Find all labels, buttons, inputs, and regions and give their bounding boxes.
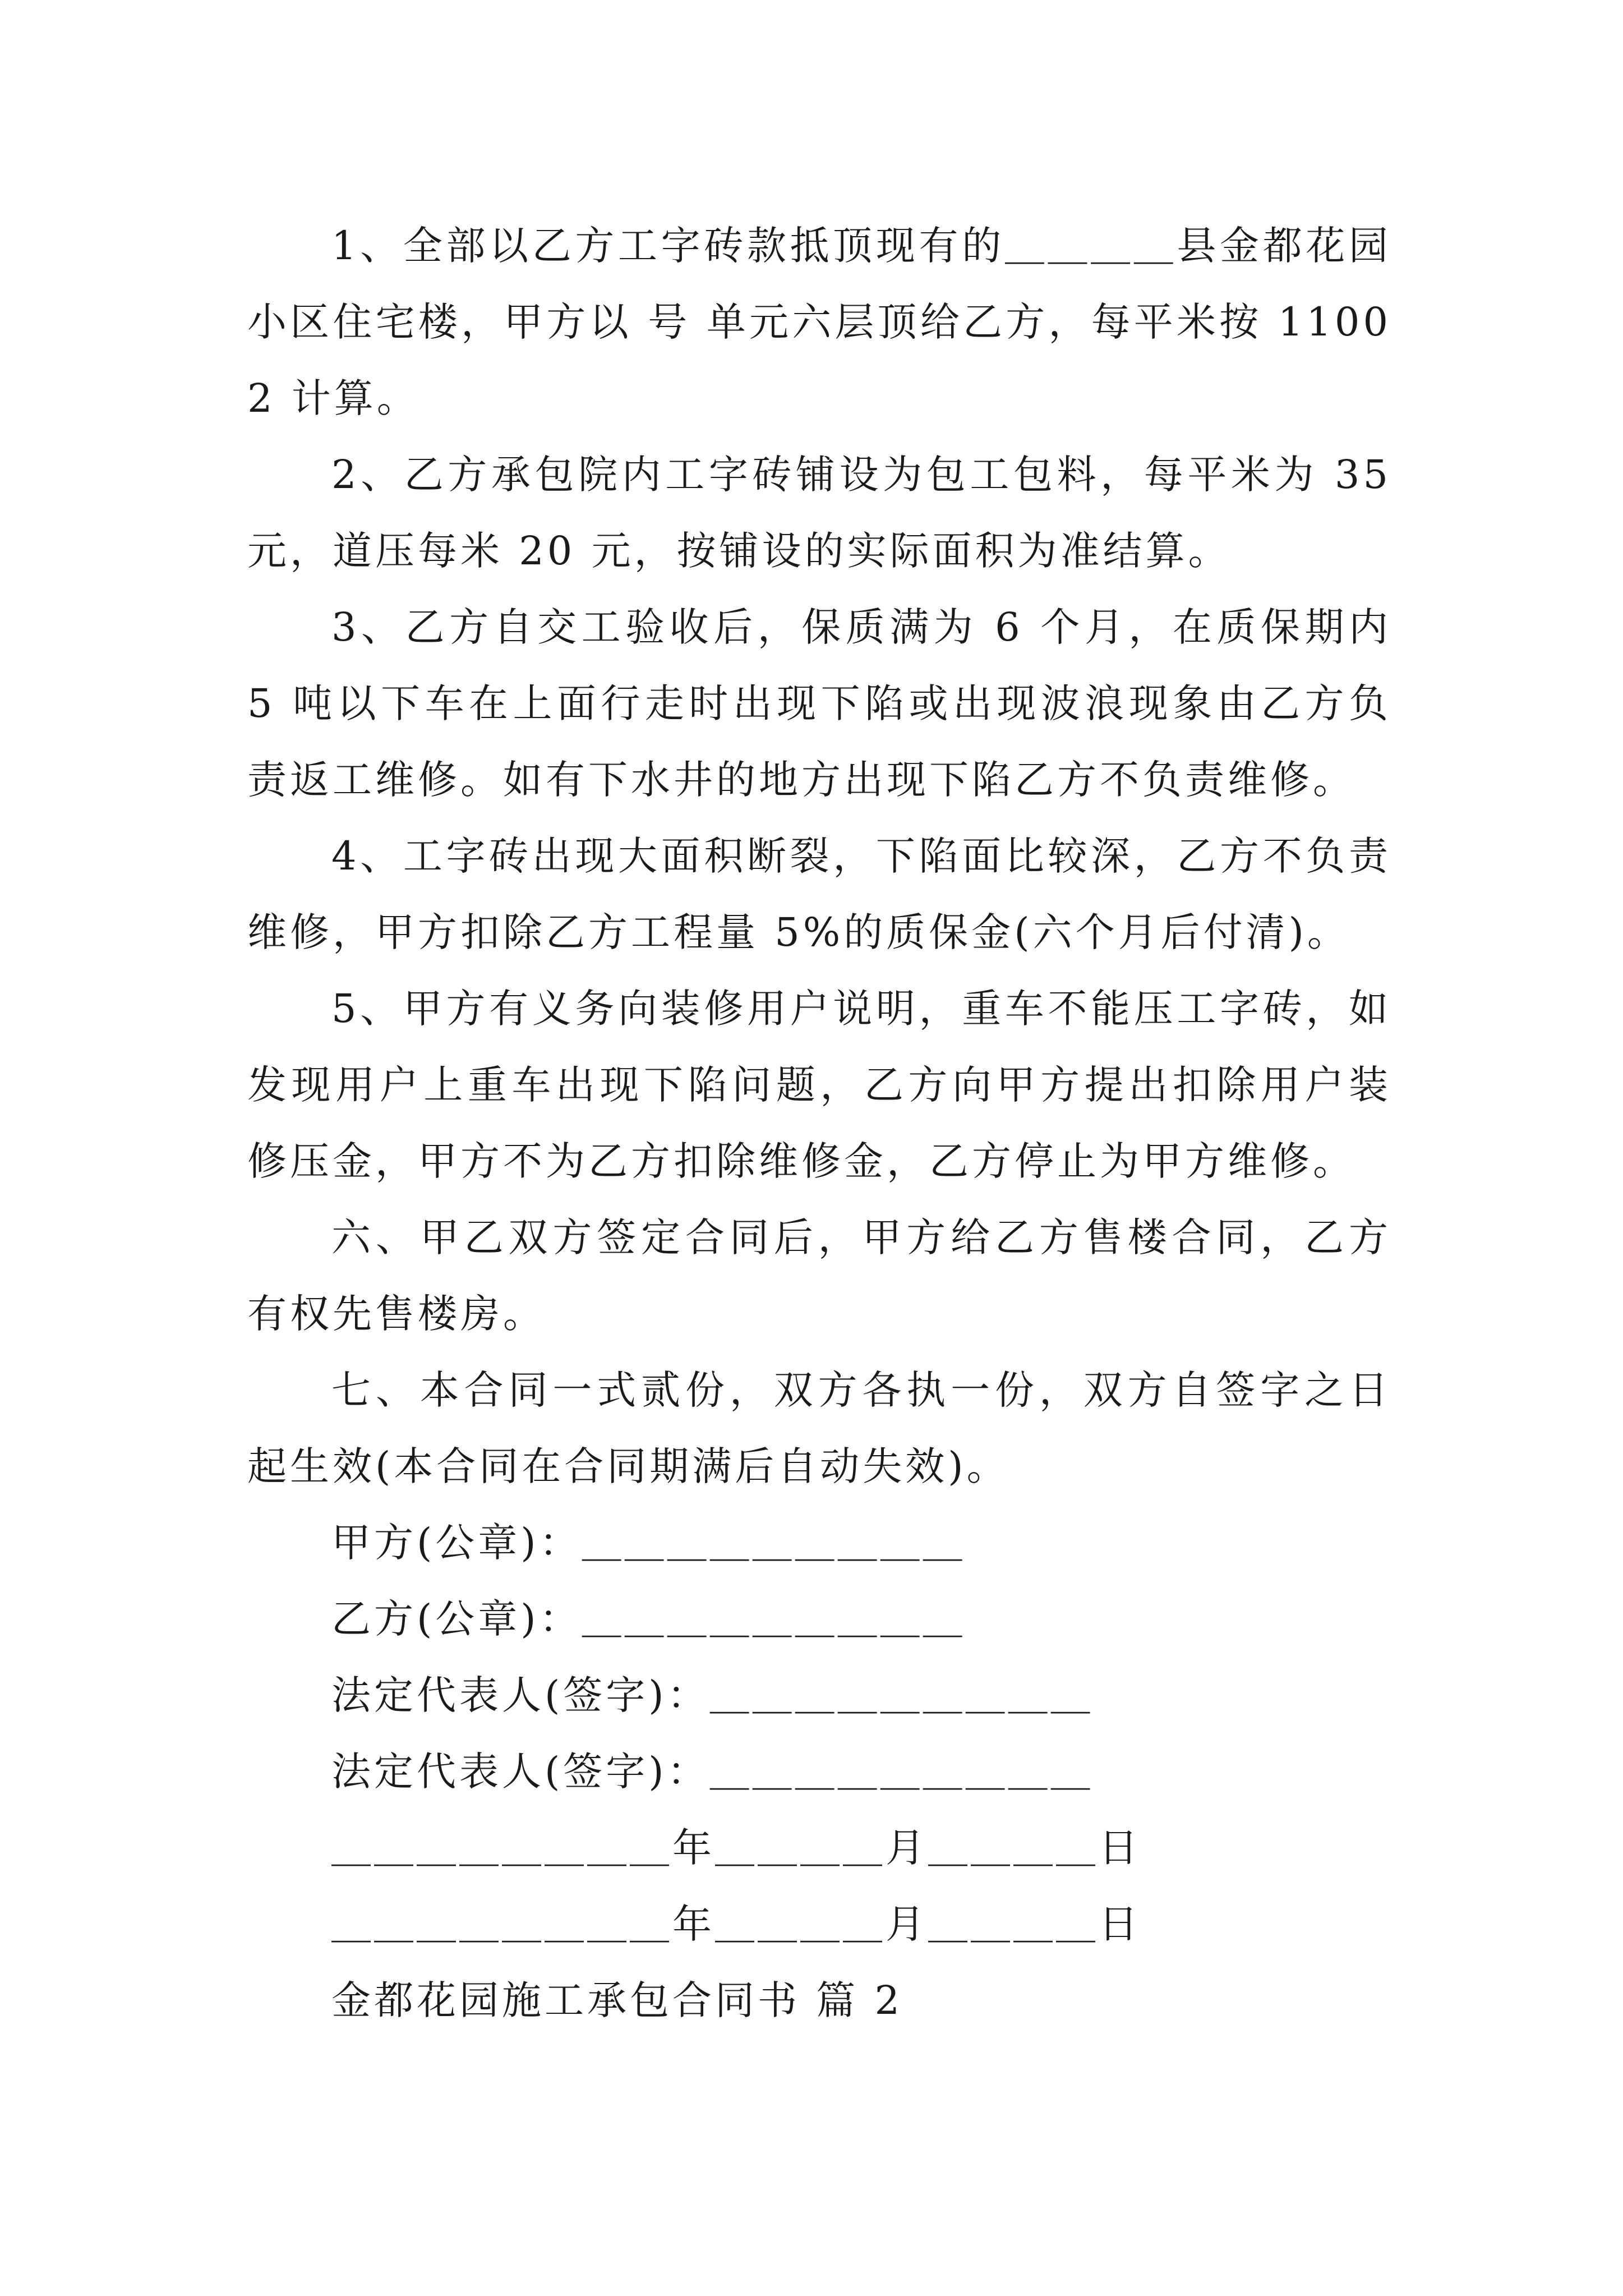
- clause-5: 5、甲方有义务向装修用户说明，重车不能压工字砖，如发现用户上重车出现下陷问题，乙方向甲方提出扣除用户装修压金，甲方不为乙方扣除维修金，乙方停止为甲方维修。: [247, 986, 1391, 1184]
- document-body: [247, 208, 1391, 2039]
- party-a-seal-line: 甲方(公章)：＿＿＿＿＿＿＿＿＿: [331, 1520, 966, 1566]
- clause-4: 4、工字砖出现大面积断裂，下陷面比较深，乙方不负责维修，甲方扣除乙方工程量 5%的质保金(六个月后付清)。: [247, 833, 1391, 955]
- legal-representative-signature-line: 法定代表人(签字)：＿＿＿＿＿＿＿＿＿: [331, 1672, 1094, 1718]
- next-section-title: 金都花园施工承包合同书 篇 2: [331, 1977, 903, 2023]
- clause-1: 1、全部以乙方工字砖款抵顶现有的＿＿＿＿县金都花园小区住宅楼，甲方以 号 单元六层顶给乙方，每平米按 11002 计算。: [247, 223, 1391, 421]
- party-b-seal-line: 乙方(公章)：＿＿＿＿＿＿＿＿＿: [331, 1596, 966, 1642]
- clause-7: 七、本合同一式贰份，双方各执一份，双方自签字之日起生效(本合同在合同期满后自动失效)。: [247, 1367, 1391, 1489]
- date-line: ＿＿＿＿＿＿＿＿年＿＿＿＿月＿＿＿＿日: [331, 1825, 1141, 1871]
- legal-representative-signature-line-2: 法定代表人(签字)：＿＿＿＿＿＿＿＿＿: [331, 1749, 1094, 1795]
- clause-6: 六、甲乙双方签定合同后，甲方给乙方售楼合同，乙方有权先售楼房。: [247, 1214, 1391, 1337]
- clause-2: 2、乙方承包院内工字砖铺设为包工包料，每平米为 35 元，道压每米 20 元，按铺设的实际面积为准结算。: [247, 452, 1391, 574]
- date-line-2: ＿＿＿＿＿＿＿＿年＿＿＿＿月＿＿＿＿日: [331, 1901, 1141, 1947]
- clause-3: 3、乙方自交工验收后，保质满为 6 个月，在质保期内 5 吨以下车在上面行走时出现下陷或出现波浪现象由乙方负责返工维修。如有下水井的地方出现下陷乙方不负责维修。: [247, 604, 1391, 803]
